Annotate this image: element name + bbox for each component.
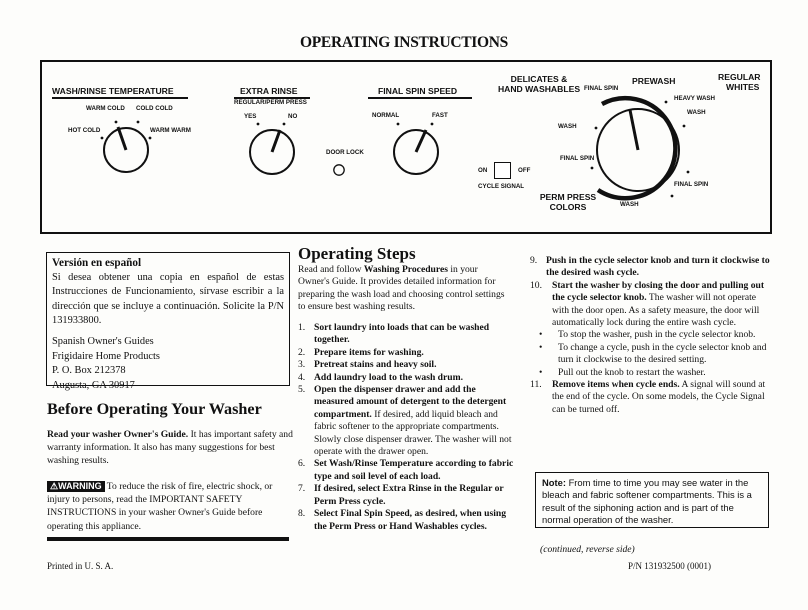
spanish-address-line: Spanish Owner's Guides: [52, 335, 154, 347]
extra-rinse-no-label: NO: [288, 113, 298, 120]
operating-steps-heading: Operating Steps: [298, 244, 416, 263]
step-number: 8.: [298, 508, 306, 520]
cold-cold-label: COLD COLD: [136, 105, 173, 112]
heavy-wash-label: HEAVY WASH: [674, 95, 716, 102]
spin-normal-label: NORMAL: [372, 112, 400, 119]
spanish-address-line: P. O. Box 212378: [52, 365, 126, 377]
step-bold: Remove items when cycle ends.: [552, 379, 680, 391]
final-spin-speed-title: FINAL SPIN SPEED: [378, 86, 458, 96]
final-spin-left-label: FINAL SPIN: [560, 155, 595, 162]
step-number: 10.: [530, 279, 542, 291]
step-number: 11.: [530, 379, 542, 391]
step-bold: If desired, select Extra Rinse in the Regular or Perm Press cycle.: [314, 483, 504, 507]
intro-bold: Washing Procedures: [363, 264, 448, 275]
step-item: [298, 322, 514, 347]
final-spin-underline: [368, 97, 472, 99]
final-spin-speed-knob[interactable]: [382, 118, 452, 184]
warning-text: To reduce the risk of fire, electric shock, or injury to persons, read the IMPORTANT SAFETY INSTRUCTIONS in your washer Owner's Guide before operating this appliance.: [47, 481, 273, 532]
cycle-signal-switch[interactable]: [494, 162, 511, 179]
step-item: [298, 372, 514, 384]
operating-steps-intro: [298, 264, 510, 314]
steps-list-left: [298, 322, 514, 533]
step-number: 7.: [298, 483, 306, 495]
step-number: 2.: [298, 346, 306, 358]
cycle-signal-label: CYCLE SIGNAL: [478, 183, 525, 190]
warning-badge: [47, 481, 105, 492]
warm-cold-label: WARM COLD: [86, 105, 125, 112]
owners-guide-lead: Read your washer Owner's Guide.: [47, 429, 189, 440]
step-bold: Select Final Spin Speed, as desired, when using the Perm Press or Hand Washables cycles.: [314, 508, 507, 532]
step-bold: Open the dispenser drawer and add the measured amount of detergent to the detergent compartment.: [314, 384, 507, 420]
step-bold: Pretreat stains and heavy soil.: [314, 359, 437, 371]
bullet-item: • Pull out the knob to restart the washer.: [530, 367, 770, 379]
step-item: [298, 508, 514, 533]
colors-label: COLORS: [549, 202, 587, 212]
wash-rinse-temperature-knob[interactable]: [92, 114, 162, 184]
step-item: [298, 359, 514, 371]
step-item: [298, 483, 514, 508]
step-number: 1.: [298, 322, 306, 333]
before-operating-text: [47, 428, 293, 468]
step-bold: Push in the cycle selector knob and turn it clockwise to the desired wash cycle.: [546, 255, 770, 279]
divider-rule: [47, 537, 289, 541]
step-bold: Start the washer by closing the door and pulling out the cycle selector knob.: [552, 279, 765, 304]
step-bullets: [530, 329, 770, 379]
page-title: OPERATING INSTRUCTIONS: [299, 34, 508, 51]
step-bold: Prepare items for washing.: [314, 346, 424, 358]
step-number: 9.: [530, 255, 538, 266]
warm-warm-label: WARM WARM: [150, 127, 191, 134]
note-box: [535, 472, 769, 528]
intro-text: in your Owner's Guide. It provides detailed information for preparing the wash load and choosing control settings to ensure best washing results.: [298, 264, 505, 313]
part-number: P/N 131932500 (0001): [628, 561, 711, 571]
step-item: [298, 384, 514, 458]
step-number: 3.: [298, 359, 306, 371]
delicates-label: DELICATES &: [510, 74, 568, 84]
final-spin-right-label: FINAL SPIN: [674, 181, 709, 188]
step-item: [530, 255, 770, 280]
bullet-item: • To change a cycle, push in the cycle selector knob and turn it clockwise to the desired setting.: [530, 342, 770, 367]
note-label: Note:: [542, 477, 566, 488]
final-spin-top-label: FINAL SPIN: [584, 85, 619, 92]
step-item: [530, 280, 770, 379]
spanish-heading: Versión en español: [52, 257, 142, 269]
extra-rinse-yes-label: YES: [244, 113, 257, 120]
spanish-version-box: [46, 252, 290, 391]
spin-fast-label: FAST: [432, 112, 448, 119]
cycle-signal-off-label: OFF: [518, 167, 531, 174]
step-text: The washer will not operate with the door open. As a safety measure, the door will automatically lock during the entire wash cycle.: [552, 292, 760, 329]
warning-badge-label: WARNING: [58, 481, 102, 491]
step-number: 5.: [298, 384, 306, 396]
step-text: If desired, add liquid bleach and fabric softener to the appropriate compartments. Slowly close dispenser drawer. The washer will not operate with the drawer open.: [314, 408, 512, 458]
step-item: [530, 379, 770, 416]
prewash-label: PREWASH: [632, 76, 676, 86]
warning-paragraph: [47, 480, 295, 533]
control-panel: [40, 60, 772, 234]
door-lock-indicator: [332, 163, 346, 177]
step-item: [298, 458, 514, 483]
steps-list-right: [530, 255, 770, 416]
extra-rinse-subtitle: REGULAR/PERM PRESS: [234, 99, 307, 106]
intro-text: Read and follow: [298, 264, 364, 275]
extra-rinse-title: EXTRA RINSE: [240, 86, 298, 96]
hot-cold-label: HOT COLD: [68, 127, 101, 134]
wash-rinse-title: WASH/RINSE TEMPERATURE: [52, 86, 174, 96]
regular-label: REGULAR: [718, 72, 761, 82]
step-number: 4.: [298, 371, 306, 383]
door-lock-label: DOOR LOCK: [326, 149, 364, 156]
continued-label: (continued, reverse side): [540, 544, 635, 555]
step-text: A signal will sound at the end of the cycle. On some models, the Cycle Signal can be turned off.: [552, 379, 766, 415]
perm-press-label: PERM PRESS: [539, 192, 597, 202]
whites-label: WHITES: [726, 82, 760, 92]
wash-right-label: WASH: [687, 109, 706, 116]
note-text: From time to time you may see water in the bleach and fabric softener compartments. This is a result of the siphoning action and is part of the normal operation of the washer.: [542, 477, 752, 525]
cycle-selector-knob[interactable]: [572, 86, 709, 210]
owners-guide-text: It has important safety and warranty information. It also has many suggestions for best washing results.: [47, 429, 293, 467]
bullet-item: • To stop the washer, push in the cycle selector knob.: [530, 329, 770, 341]
step-bold: Sort laundry into loads that can be washed together.: [314, 322, 490, 346]
step-bold: Add laundry load to the wash drum.: [314, 371, 464, 383]
before-operating-heading: Before Operating Your Washer: [47, 400, 262, 418]
printed-in-label: Printed in U. S. A.: [47, 561, 114, 571]
step-item: [298, 347, 514, 359]
wash-bottom-label: WASH: [620, 201, 639, 208]
spanish-body: Si desea obtener una copia en español de estas Instrucciones de Funcionamiento, sírvase escribir a la dirección que se incluye a continuación. Solicite la P/N 131933800.: [52, 271, 284, 327]
wash-left-label: WASH: [558, 123, 577, 130]
spanish-address-line: Frigidaire Home Products: [52, 350, 160, 362]
spanish-address-line: Augusta, GA 30917: [52, 379, 135, 391]
wash-rinse-underline: [52, 97, 188, 99]
cycle-signal-on-label: ON: [478, 167, 488, 174]
hand-washables-label: HAND WASHABLES: [497, 84, 581, 94]
extra-rinse-knob[interactable]: [238, 118, 308, 184]
warning-triangle-icon: ⚠: [50, 481, 59, 491]
step-bold: Set Wash/Rinse Temperature according to fabric type and soil level of each load.: [314, 458, 514, 482]
step-number: 6.: [298, 458, 306, 470]
